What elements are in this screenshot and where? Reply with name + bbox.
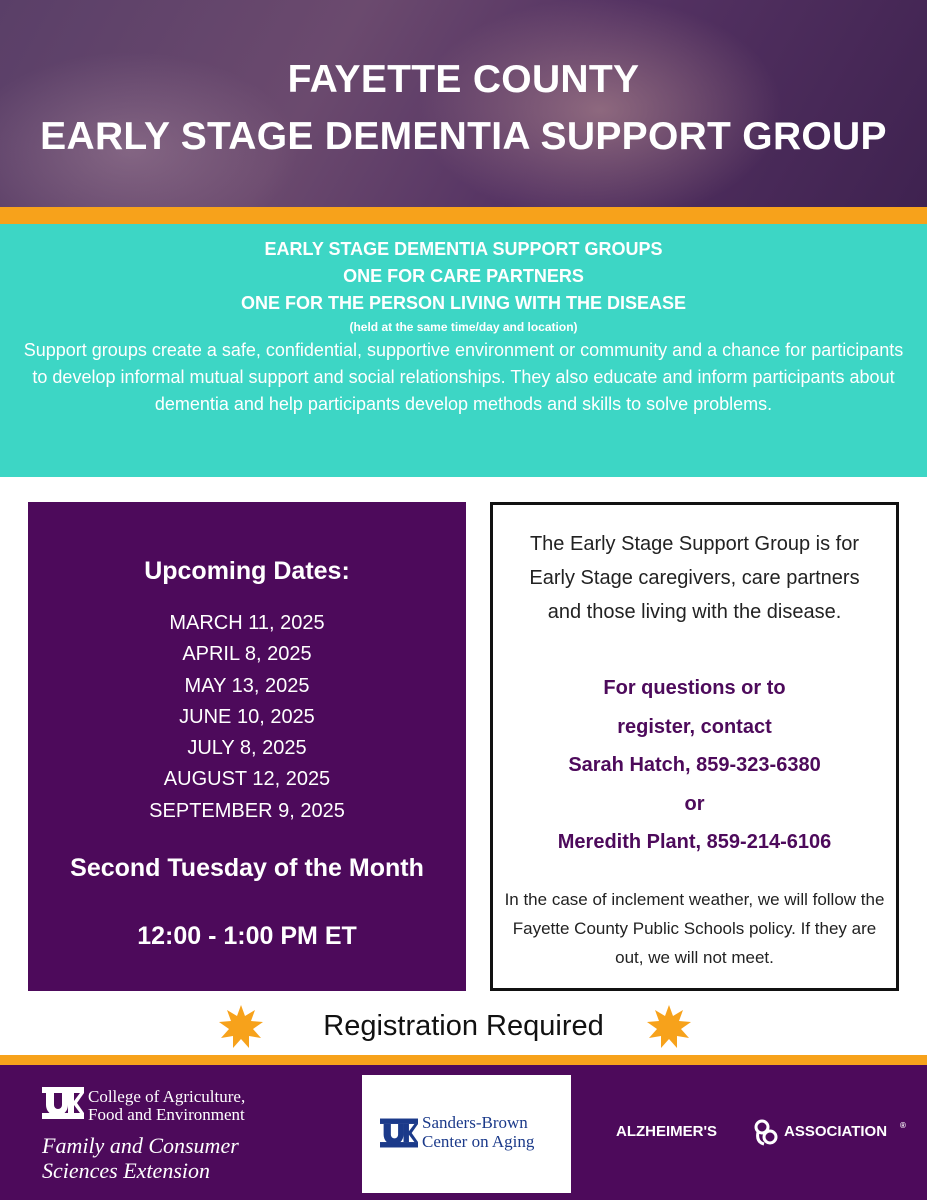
date-item: JULY 8, 2025 [187,737,307,760]
uk-college-line2: Food and Environment [88,1105,245,1124]
date-item: AUGUST 12, 2025 [163,768,331,791]
intro-heading-1: EARLY STAGE DEMENTIA SUPPORT GROUPS [264,239,663,259]
info-panel [490,502,899,991]
uk-logo-icon [42,1087,84,1119]
sanders-brown-logo [362,1075,571,1193]
date-item: SEPTEMBER 9, 2025 [149,799,345,822]
alz-text-1: ALZHEIMER'S [616,1123,718,1140]
uk-college-line1: College of Agriculture, [88,1087,246,1106]
contact-line1: For questions or to [603,677,786,699]
weather-policy: In the case of inclement weather, we will follow the Fayette County Public Schools policy. If they are out, we will not meet. [504,890,885,967]
sanders-brown-line2: Center on Aging [422,1132,535,1151]
uk-program-line1: Family and Consumer [42,1133,239,1158]
alz-text-2: ASSOCIATION [784,1123,888,1140]
registered-mark: ® [900,1121,906,1130]
contact-line2: register, contact [617,715,772,738]
date-item: APRIL 8, 2025 [182,643,312,666]
contact-or: or [684,792,705,815]
intro-note: (held at the same time/day and location) [349,320,578,334]
page-title-line1: FAYETTE COUNTY [287,58,640,101]
intro-heading-3: ONE FOR THE PERSON LIVING WITH THE DISEASE [240,293,687,313]
date-item: MAY 13, 2025 [184,674,310,697]
alz-purple-icon [752,1118,780,1146]
uk-program-name [42,1133,239,1183]
divider-bottom [0,1055,927,1065]
sun-icon [646,1004,692,1050]
date-list [28,608,466,827]
footer [0,1065,927,1200]
meeting-time: 12:00 - 1:00 PM ET [137,922,357,950]
info-intro: The Early Stage Support Group is for Early Stage caregivers, care partners and those living with the disease. [529,533,860,623]
contact-person-1[interactable]: Sarah Hatch, 859-323-6380 [568,754,821,776]
sanders-brown-line1: Sanders-Brown [422,1113,528,1132]
registration-label: Registration Required [323,1010,604,1042]
hero-banner [0,0,927,207]
alzheimers-association-logo [616,1121,906,1147]
divider-top [0,207,927,224]
date-item: JUNE 10, 2025 [179,705,315,728]
date-item: MARCH 11, 2025 [169,612,325,634]
uk-program-line2: Sciences Extension [42,1158,210,1183]
meeting-frequency: Second Tuesday of the Month [70,854,424,882]
contact-block [493,669,896,862]
intro-section [0,224,927,477]
intro-description: Support groups create a safe, confidential, supportive environment or community and a chance for participants to develop informal mutual support and social relationships. They also educate and inform participants about dementia and help participants develop methods and skills to solve problems. [23,340,904,414]
dates-heading: Upcoming Dates: [144,557,350,585]
page-title-line2: EARLY STAGE DEMENTIA SUPPORT GROUP [40,115,887,158]
dates-panel [28,502,466,991]
uk-logo-icon [380,1117,418,1149]
intro-heading-2: ONE FOR CARE PARTNERS [343,266,584,286]
registration-banner [0,1004,927,1050]
contact-person-2[interactable]: Meredith Plant, 859-214-6106 [557,831,832,853]
